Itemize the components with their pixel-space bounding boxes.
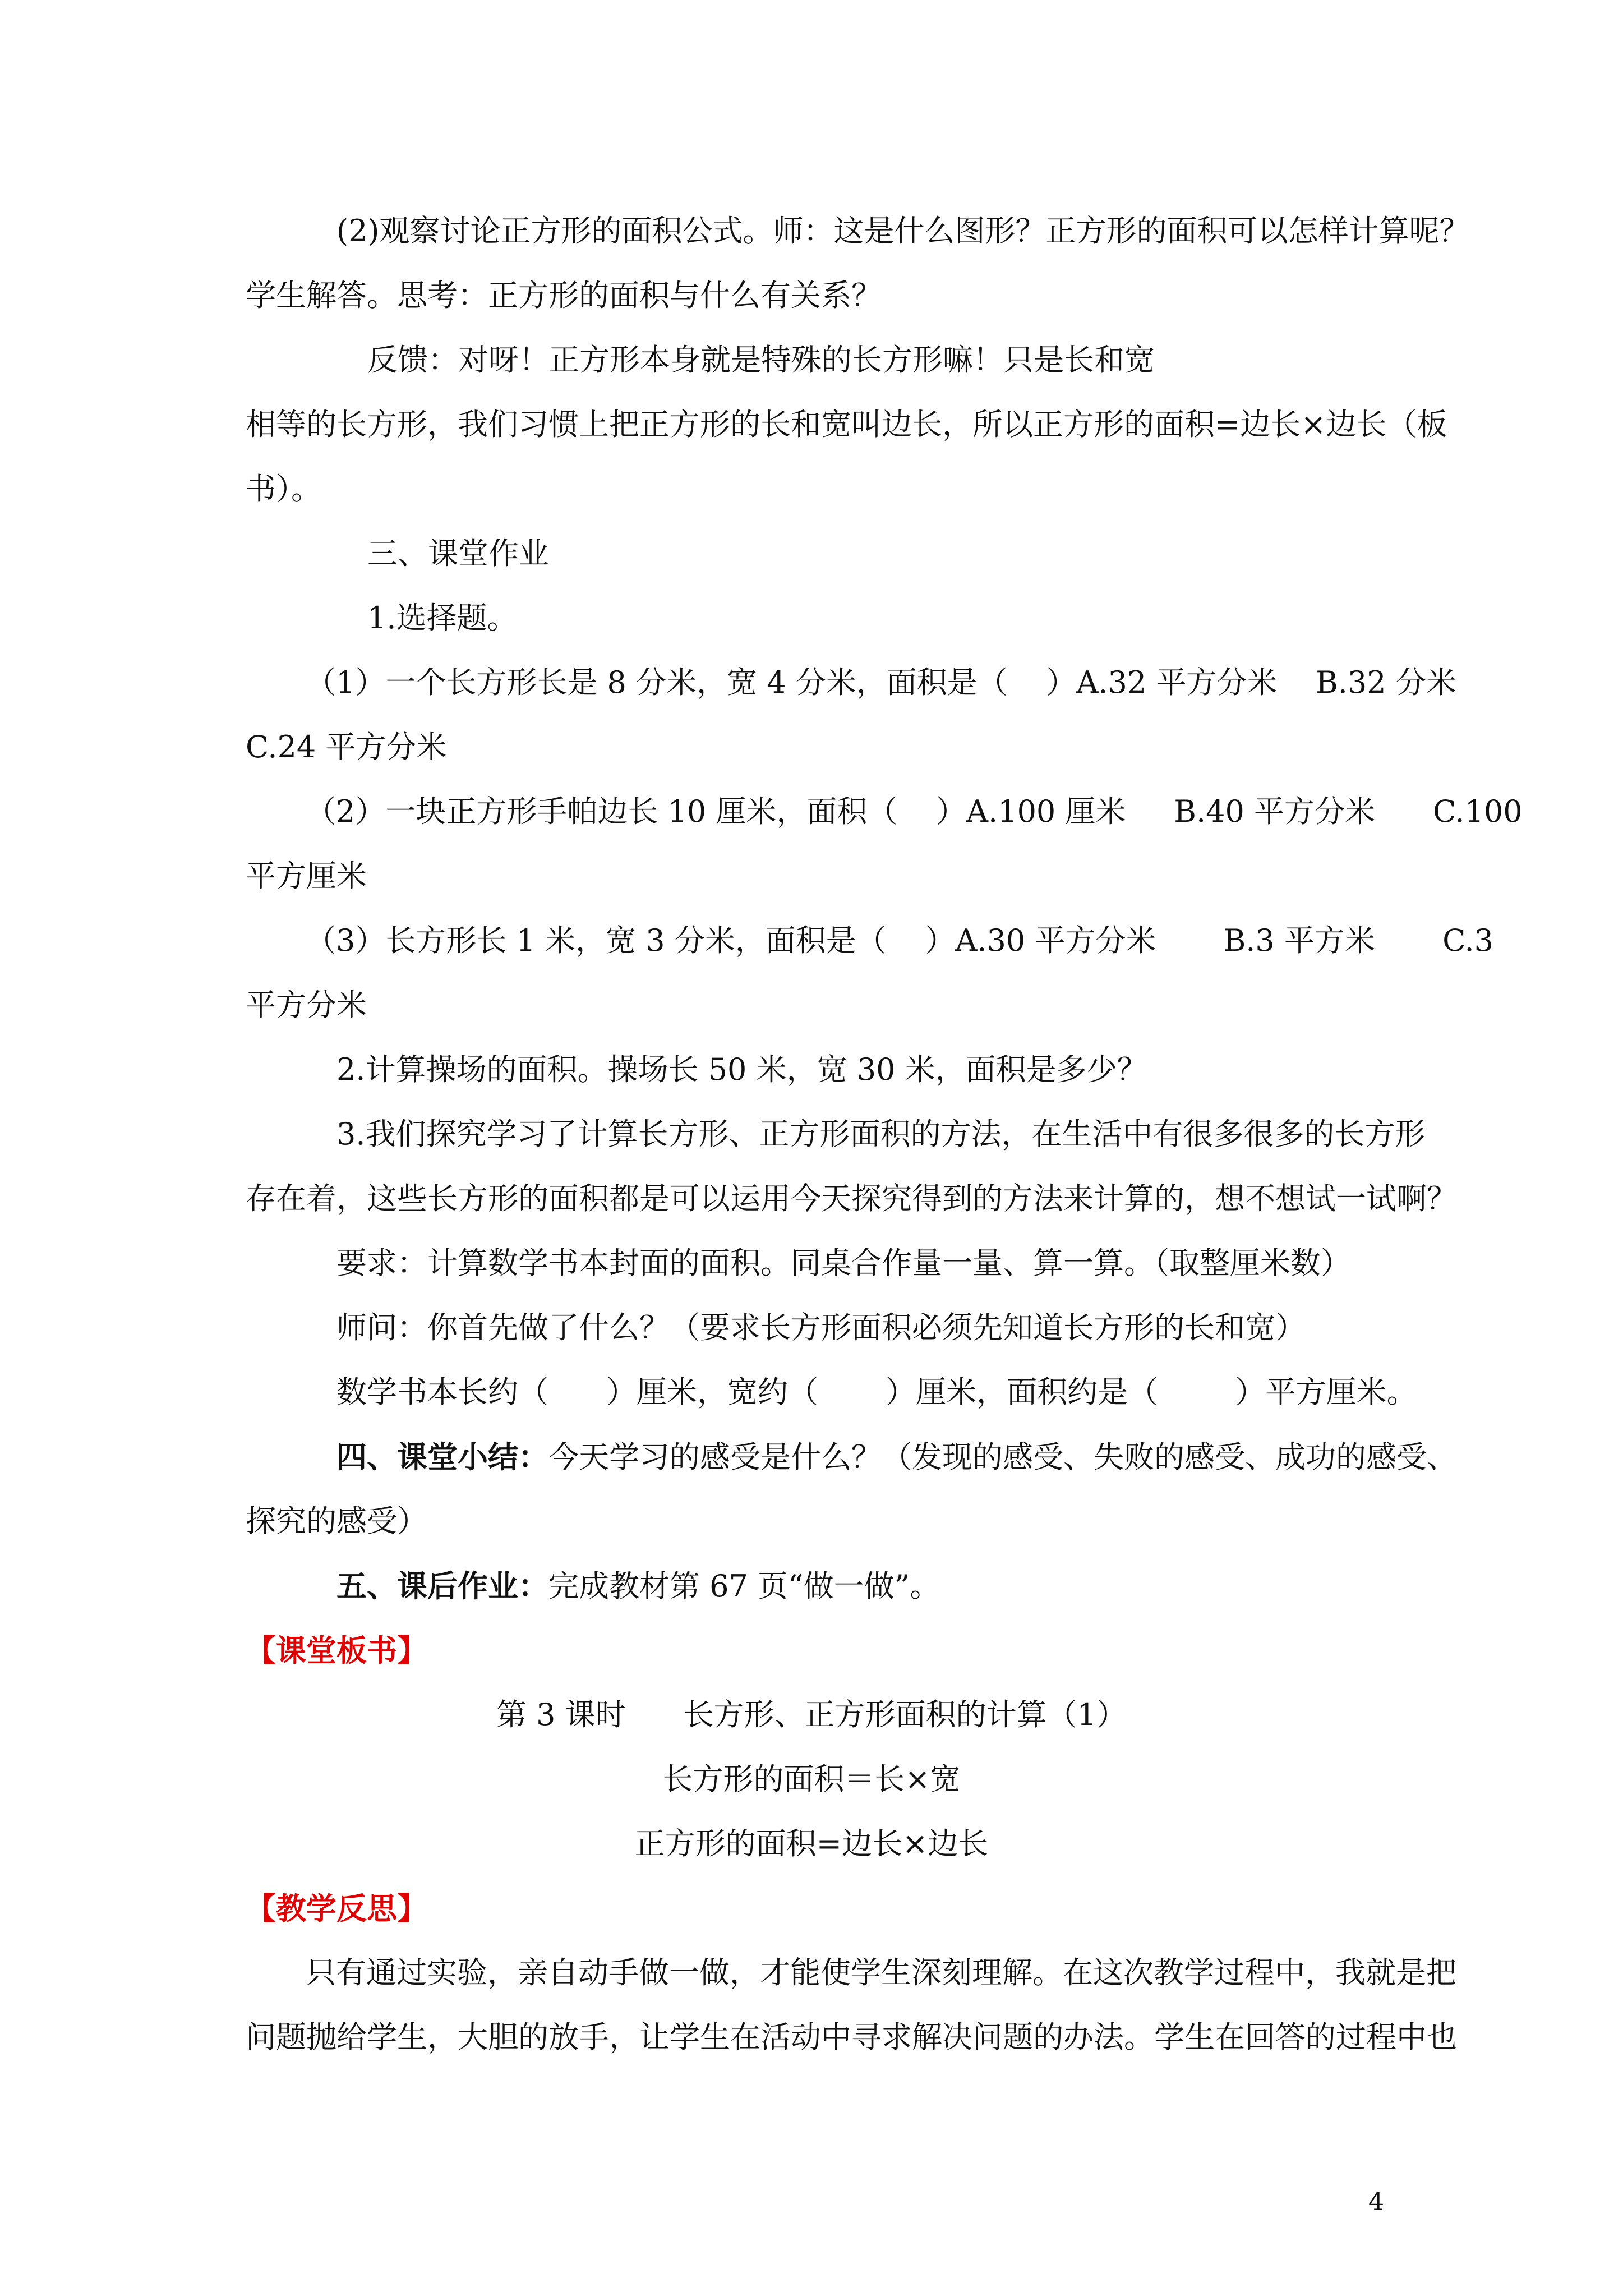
reflection-line2: 问题抛给学生，大胆的放手，让学生在活动中寻求解决问题的办法。学生在回答的过程中也 xyxy=(246,2019,1457,2055)
homework-label: 五、课后作业： xyxy=(336,1568,548,1604)
board-formula-rectangle: 长方形的面积＝长×宽 xyxy=(662,1761,961,1797)
section2-line2: 学生解答。思考：正方形的面积与什么有关系？ xyxy=(246,278,882,313)
summary-text: 今天学习的感受是什么？（发现的感受、失败的感受、成功的感受、 xyxy=(548,1439,1457,1475)
question1-title: 1.选择题。 xyxy=(367,600,518,636)
question1-1-line1: （1）一个长方形长是 8 分米，宽 4 分米，面积是（ ）A.32 平方分米 B.32 分米 xyxy=(306,665,1456,700)
classwork-heading: 三、课堂作业 xyxy=(367,536,549,571)
question1-1-line2: C.24 平方分米 xyxy=(246,729,447,765)
question3-line1: 3.我们探究学习了计算长方形、正方形面积的方法，在生活中有很多很多的长方形 xyxy=(336,1116,1426,1152)
board-formula-square: 正方形的面积=边长×边长 xyxy=(634,1826,989,1861)
homework-line xyxy=(336,1568,940,1604)
section2-line1: (2)观察讨论正方形的面积公式。师：这是什么图形？正方形的面积可以怎样计算呢？ xyxy=(336,213,1470,249)
summary-label: 四、课堂小结： xyxy=(336,1439,548,1475)
question1-3-line1: （3）长方形长 1 米，宽 3 分米，面积是（ ）A.30 平方分米 B.3 平方米 C.3 xyxy=(306,923,1494,958)
book-measure-fill: 数学书本长约（ ）厘米，宽约（ ）厘米，面积约是（ ）平方厘米。 xyxy=(336,1374,1417,1410)
section2-line3: 反馈：对呀！正方形本身就是特殊的长方形嘛！只是长和宽 xyxy=(367,342,1155,378)
requirement-text: 要求：计算数学书本封面的面积。同桌合作量一量、算一算。（取整厘米数） xyxy=(336,1245,1351,1281)
question3-line2: 存在着，这些长方形的面积都是可以运用今天探究得到的方法来计算的，想不想试一试啊？ xyxy=(246,1181,1457,1216)
page-number: 4 xyxy=(1368,2188,1384,2216)
question1-2-line2: 平方厘米 xyxy=(246,858,367,894)
homework-text: 完成教材第 67 页“做一做”。 xyxy=(548,1568,940,1604)
reflection-heading: 【教学反思】 xyxy=(246,1890,427,1926)
section2-line4: 相等的长方形，我们习惯上把正方形的长和宽叫边长，所以正方形的面积=边长×边长（板 xyxy=(246,407,1447,442)
board-heading: 【课堂板书】 xyxy=(246,1632,427,1668)
section2-line5: 书）。 xyxy=(246,471,321,507)
question1-2-line1: （2）一块正方形手帕边长 10 厘米，面积（ ）A.100 厘米 B.40 平方分米 C.100 xyxy=(306,794,1523,829)
summary-line2: 探究的感受） xyxy=(246,1503,427,1539)
board-title: 第 3 课时 长方形、正方形面积的计算（1） xyxy=(496,1697,1127,1732)
reflection-line1: 只有通过实验，亲自动手做一做，才能使学生深刻理解。在这次教学过程中，我就是把 xyxy=(306,1955,1456,1990)
question2: 2.计算操场的面积。操场长 50 米，宽 30 米，面积是多少？ xyxy=(336,1052,1147,1087)
summary-line1 xyxy=(336,1439,1457,1475)
teacher-question: 师问：你首先做了什么？（要求长方形面积必须先知道长方形的长和宽） xyxy=(336,1310,1306,1345)
question1-3-line2: 平方分米 xyxy=(246,987,367,1023)
